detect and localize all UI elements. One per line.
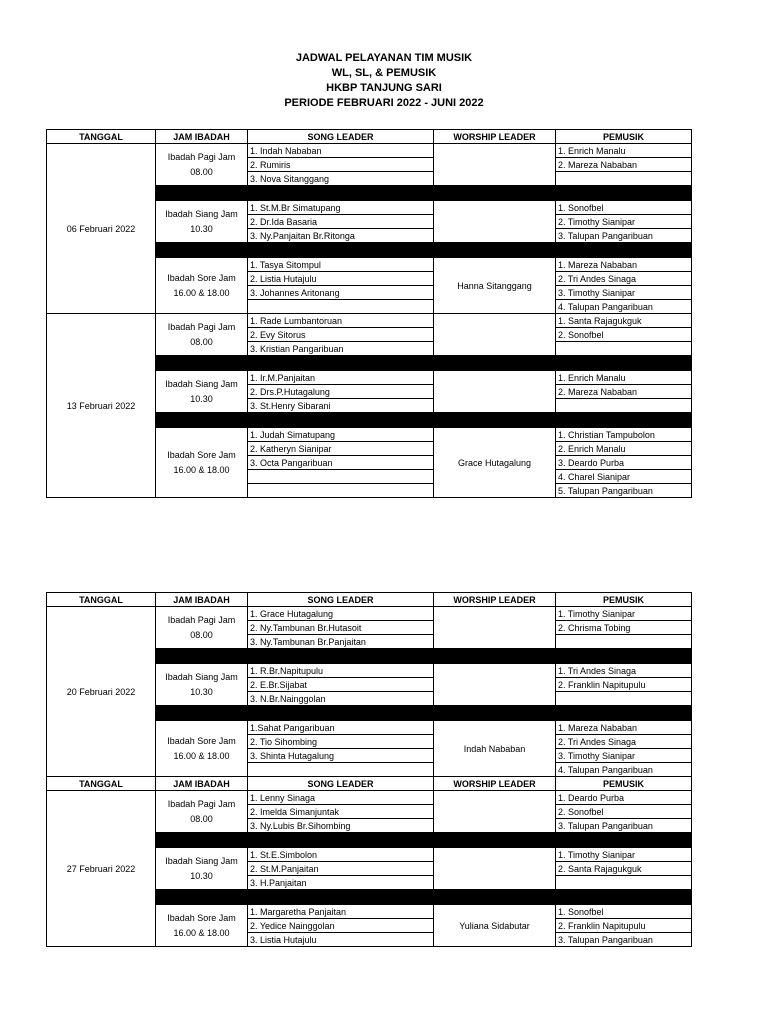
worship-leader-cell: Yuliana Sidabutar [434,905,556,947]
song-leader-cell [248,300,434,314]
service-time-hour: 08.00 [190,336,213,347]
service-time-label: Ibadah Pagi Jam [167,151,236,162]
song-leader-cell: 2. Drs.P.Hutagalung [248,385,434,399]
worship-leader-cell [434,371,556,413]
service-time-hour: 10.30 [190,870,213,881]
song-leader-cell: 2. Listia Hutajulu [248,272,434,286]
song-leader-cell: 3. Ny.Panjaitan Br.Ritonga [248,229,434,243]
date-cell: 06 Februari 2022 [47,144,156,314]
service-time-hour: 08.00 [190,813,213,824]
table-row [47,791,692,805]
table-header-row [47,777,692,791]
song-leader-cell: 3. Johannes Aritonang [248,286,434,300]
pemusik-cell: 1. Santa Rajagukguk [556,314,692,328]
pemusik-cell: 3. Timothy Sianipar [556,749,692,763]
song-leader-cell: 2. Katheryn Sianipar [248,442,434,456]
title-line-4: PERIODE FEBRUARI 2022 - JUNI 2022 [284,97,484,109]
pemusik-cell: 1. Timothy Sianipar [556,848,692,862]
service-time-hour: 08.00 [190,629,213,640]
song-leader-cell: 3. Ny.Lubis Br.Sihombing [248,819,434,833]
service-time-label: Ibadah Siang Jam [165,671,238,682]
separator-bar [156,186,692,201]
song-leader-cell: 2. Dr.Ida Basaria [248,215,434,229]
service-time-hour: 16.00 & 18.00 [173,927,230,938]
date-cell: 27 Februari 2022 [47,791,156,947]
service-time-cell [156,258,248,314]
header-tanggal: TANGGAL [47,777,156,791]
service-time-hour: 16.00 & 18.00 [173,464,230,475]
pemusik-cell: 1. Enrich Manalu [556,144,692,158]
worship-leader-cell [434,791,556,833]
service-time-cell [156,607,248,649]
service-time-label: Ibadah Sore Jam [167,912,236,923]
worship-leader-cell [434,144,556,186]
service-time-cell [156,314,248,356]
service-time-label: Ibadah Siang Jam [165,378,238,389]
pemusik-cell: 2. Mareza Nababan [556,385,692,399]
separator-bar [156,833,692,848]
song-leader-cell: 1. St.E.Simbolon [248,848,434,862]
header-tanggal: TANGGAL [47,593,156,607]
song-leader-cell: 2. Imelda Simanjuntak [248,805,434,819]
song-leader-cell: 3. Kristian Pangaribuan [248,342,434,356]
pemusik-cell: 2. Sonofbel [556,805,692,819]
service-time-cell [156,144,248,186]
song-leader-cell: 2. E.Br.Sijabat [248,678,434,692]
song-leader-cell: 3. Listia Hutajulu [248,933,434,947]
worship-leader-cell [434,201,556,243]
table-header-row [47,130,692,144]
pemusik-cell: 4. Talupan Pangaribuan [556,300,692,314]
header-worship-leader: WORSHIP LEADER [434,130,556,144]
song-leader-cell: 1. Tasya Sitompul [248,258,434,272]
header-worship-leader: WORSHIP LEADER [434,777,556,791]
header-pemusik: PEMUSIK [556,130,692,144]
song-leader-cell: 1. Margaretha Panjaitan [248,905,434,919]
pemusik-cell: 5. Talupan Pangaribuan [556,484,692,498]
table-row [47,144,692,158]
date-cell: 20 Februari 2022 [47,607,156,777]
song-leader-cell: 2. Tio Sihombing [248,735,434,749]
header-tanggal: TANGGAL [47,130,156,144]
service-time-label: Ibadah Sore Jam [167,272,236,283]
song-leader-cell: 3. Nova Sitanggang [248,172,434,186]
service-time-cell [156,371,248,413]
pemusik-cell: 1. Deardo Purba [556,791,692,805]
worship-leader-cell [434,848,556,890]
service-time-cell [156,201,248,243]
song-leader-cell: 3. Shinta Hutagalung [248,749,434,763]
title-line-2: WL, SL, & PEMUSIK [331,67,437,79]
service-time-cell [156,791,248,833]
song-leader-cell: 1. Indah Nababan [248,144,434,158]
schedule-table-2 [46,592,692,947]
song-leader-cell: 3. H.Panjaitan [248,876,434,890]
pemusik-cell [556,692,692,706]
pemusik-cell: 3. Talupan Pangaribuan [556,819,692,833]
service-time-hour: 10.30 [190,223,213,234]
pemusik-cell: 3. Timothy Sianipar [556,286,692,300]
song-leader-cell: 2. Rumiris [248,158,434,172]
separator-bar [156,649,692,664]
song-leader-cell: 1. Grace Hutagalung [248,607,434,621]
separator-bar [156,706,692,721]
service-time-cell [156,428,248,498]
header-pemusik: PEMUSIK [556,777,692,791]
service-time-label: Ibadah Sore Jam [167,449,236,460]
song-leader-cell: 3. St.Henry Sibarani [248,399,434,413]
pemusik-cell [556,876,692,890]
pemusik-cell: 3. Talupan Pangaribuan [556,229,692,243]
song-leader-cell [248,470,434,484]
song-leader-cell: 1. Lenny Sinaga [248,791,434,805]
pemusik-cell: 2. Timothy Sianipar [556,215,692,229]
service-time-label: Ibadah Pagi Jam [167,798,236,809]
header-jam-ibadah: JAM IBADAH [156,593,248,607]
pemusik-cell: 1. Sonofbel [556,905,692,919]
pemusik-cell: 1. Enrich Manalu [556,371,692,385]
header-jam-ibadah: JAM IBADAH [156,130,248,144]
pemusik-cell: 2. Tri Andes Sinaga [556,272,692,286]
pemusik-cell: 4. Talupan Pangaribuan [556,763,692,777]
song-leader-cell: 2. Ny.Tambunan Br.Hutasoit [248,621,434,635]
service-time-label: Ibadah Siang Jam [165,208,238,219]
pemusik-cell: 1. Christian Tampubolon [556,428,692,442]
song-leader-cell: 1. Rade Lumbantoruan [248,314,434,328]
service-time-cell [156,905,248,947]
separator-bar [156,243,692,258]
schedule-table-1 [46,129,692,498]
song-leader-cell: 1. Ir.M.Panjaitan [248,371,434,385]
service-time-cell [156,848,248,890]
separator-bar [156,890,692,905]
separator-bar [156,413,692,428]
song-leader-cell: 1. St.M.Br Simatupang [248,201,434,215]
table-row [47,314,692,328]
title-line-1: JADWAL PELAYANAN TIM MUSIK [295,52,473,64]
pemusik-cell: 3. Talupan Pangaribuan [556,933,692,947]
header-jam-ibadah: JAM IBADAH [156,777,248,791]
table-row [47,607,692,621]
pemusik-cell [556,399,692,413]
service-time-label: Ibadah Pagi Jam [167,321,236,332]
worship-leader-cell: Indah Nababan [434,721,556,777]
worship-leader-cell [434,664,556,706]
service-time-label: Ibadah Siang Jam [165,855,238,866]
service-time-hour: 10.30 [190,393,213,404]
song-leader-cell: 2. St.M.Panjaitan [248,862,434,876]
worship-leader-cell: Grace Hutagalung [434,428,556,498]
pemusik-cell [556,342,692,356]
song-leader-cell: 2. Evy Sitorus [248,328,434,342]
service-time-label: Ibadah Pagi Jam [167,614,236,625]
pemusik-cell: 2. Tri Andes Sinaga [556,735,692,749]
pemusik-cell: 1. Timothy Sianipar [556,607,692,621]
song-leader-cell: 1.Sahat Pangaribuan [248,721,434,735]
pemusik-cell: 2. Sonofbel [556,328,692,342]
song-leader-cell: 3. N.Br.Nainggolan [248,692,434,706]
pemusik-cell: 2. Franklin Napitupulu [556,919,692,933]
worship-leader-cell [434,607,556,649]
pemusik-cell: 1. Mareza Nababan [556,258,692,272]
header-song-leader: SONG LEADER [248,593,434,607]
title-line-3: HKBP TANJUNG SARI [326,82,442,94]
service-time-hour: 16.00 & 18.00 [173,287,230,298]
document-title [0,51,768,111]
header-worship-leader: WORSHIP LEADER [434,593,556,607]
header-song-leader: SONG LEADER [248,777,434,791]
header-pemusik: PEMUSIK [556,593,692,607]
date-cell: 13 Februari 2022 [47,314,156,498]
pemusik-cell: 2. Enrich Manalu [556,442,692,456]
song-leader-cell [248,763,434,777]
worship-leader-cell [434,314,556,356]
pemusik-cell [556,635,692,649]
pemusik-cell: 1. Tri Andes Sinaga [556,664,692,678]
header-song-leader: SONG LEADER [248,130,434,144]
pemusik-cell: 3. Deardo Purba [556,456,692,470]
separator-bar [156,356,692,371]
pemusik-cell: 2. Chrisma Tobing [556,621,692,635]
service-time-cell [156,664,248,706]
service-time-hour: 16.00 & 18.00 [173,750,230,761]
service-time-hour: 10.30 [190,686,213,697]
worship-leader-cell: Hanna Sitanggang [434,258,556,314]
song-leader-cell: 3. Ny.Tambunan Br.Panjaitan [248,635,434,649]
song-leader-cell: 1. Judah Simatupang [248,428,434,442]
service-time-label: Ibadah Sore Jam [167,735,236,746]
table-header-row [47,593,692,607]
pemusik-cell: 2. Franklin Napitupulu [556,678,692,692]
song-leader-cell [248,484,434,498]
pemusik-cell: 2. Mareza Nababan [556,158,692,172]
song-leader-cell: 3. Octa Pangaribuan [248,456,434,470]
pemusik-cell: 1. Mareza Nababan [556,721,692,735]
service-time-cell [156,721,248,777]
pemusik-cell [556,172,692,186]
pemusik-cell: 2. Santa Rajagukguk [556,862,692,876]
pemusik-cell: 4. Charel Sianipar [556,470,692,484]
pemusik-cell: 1. Sonofbel [556,201,692,215]
song-leader-cell: 2. Yedice Nainggolan [248,919,434,933]
service-time-hour: 08.00 [190,166,213,177]
song-leader-cell: 1. R.Br.Napitupulu [248,664,434,678]
